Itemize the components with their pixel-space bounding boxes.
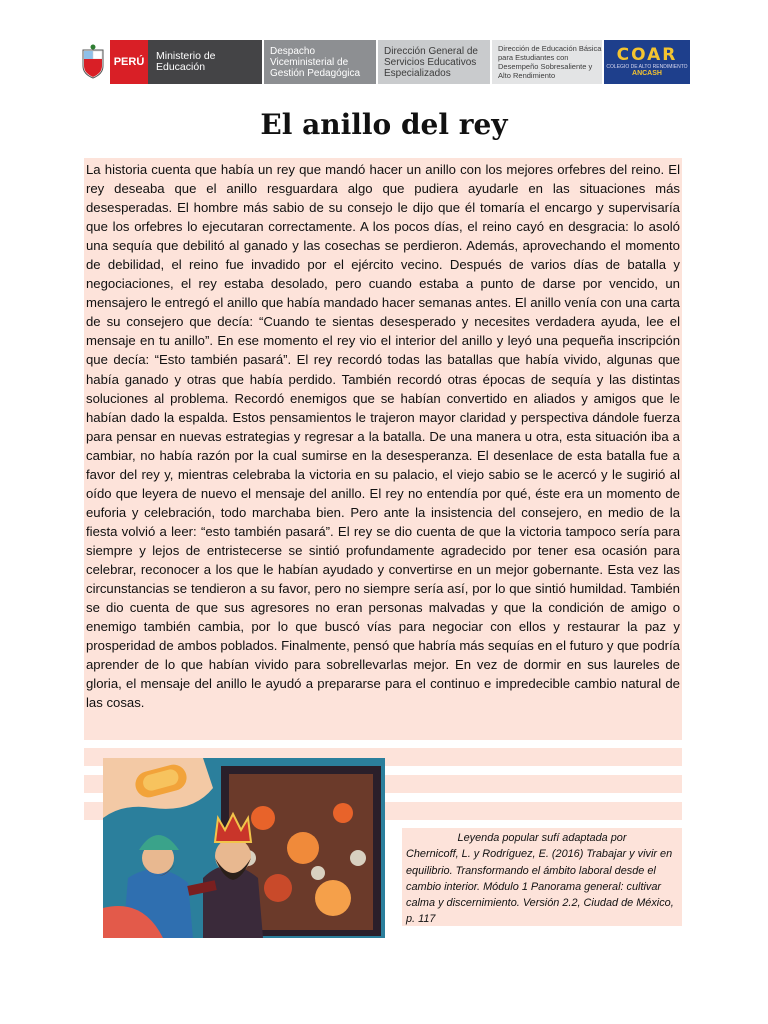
- general-direction-label: Dirección General de Servicios Educativos Especializados: [378, 40, 490, 84]
- ministry-label: Ministerio de Educación: [148, 40, 262, 84]
- document-title: El anillo del rey: [260, 108, 508, 141]
- coar-region: ANCASH: [632, 70, 662, 77]
- institutional-header: [78, 40, 695, 84]
- peru-coat-of-arms-icon: [78, 40, 108, 84]
- coar-logo: [604, 40, 690, 84]
- caption-first-line: Leyenda popular sufí adaptada por: [457, 832, 627, 844]
- peru-label: PERÚ: [110, 40, 148, 84]
- direction-label: Dirección de Educación Básica para Estudiantes con Desempeño Sobresaliente y Alto Rendimiento: [492, 40, 602, 84]
- vice-ministry-label: Despacho Viceministerial de Gestión Pedagógica: [264, 40, 376, 84]
- caption-citation: Chernicoff, L. y Rodríguez, E. (2016) Trabajar y vivir en equilibrio. Transformando el ámbito laboral desde el cambio interior. Módulo 1 Panorama general: cultivar calma y discernimiento. Versión 2.2, Ciudad de México, p. 117: [406, 848, 674, 926]
- coar-title: COAR: [616, 45, 678, 65]
- story-block: [84, 158, 682, 740]
- story-paragraph: La historia cuenta que había un rey que mandó hacer un anillo con los mejores orfebres del reino. El rey deseaba que el anillo resguardara algo que pudiera ayudarle en las situaciones más desesperadas. El hombre más sabio de su consejo le dijo que él tomaría el encargo y supervisaría que los orfebres lo ejecutaran correctamente. A los pocos días, el reino cayó en desgracia: lo asoló una sequía que debilitó al ganado y las cosechas se perdieron. Además, aprovechando el momento de debilidad, el reino fue invadido por el ejército vecino. Después de varios días de batalla y negociaciones, el rey estaba desolado, pero cuando estaba a punto de darse por vencido, un mensajero le entregó el anillo que había mandado hacer semanas antes. El anillo venía con una carta de su consejero que decía: “Cuando te sientas desesperado y necesites verdadera ayuda, lee el mensaje en tu anillo”. En ese momento el rey vio el interior del anillo y leyó una pequeña inscripción que decía: “Esto también pasará”. El rey recordó todas las batallas que había vivido, algunas que había ganado y otras que había perdido. También recordó otras épocas de sequía y las distintas soluciones al problema. Recordó enemigos que se habían convertido en aliados y amigos que le habían dado la espalda. Estos pensamientos le trajeron mayor claridad y perspectiva dándole fuerza para pensar en nuevas estrategias y regresar a la batalla. De una manera u otra, esta situación iba a cambiar, no había razón por la cual sumirse en la desesperanza. El desenlace de esta batalla fue a favor del rey y, mientras celebraba la victoria en su palacio, el viejo sabio se le acercó y le sugirió al oído que leyera de nuevo el mensaje del anillo. El rey no entendía por qué, éste era un momento de euforia y celebración, todo marchaba bien. Pero ante la insistencia del consejero, en medio de la fiesta volvió a leer: “esto también pasará”. El rey se dio cuenta de que la victoria tampoco sería para siempre y lejos de entristecerse se sintió profundamente agradecido por tener esa ocasión para celebrar, reconocer a los que le habían ayudado y convertirse en un mejor gobernante. Esta vez las circunstancias se tendieron a su favor, pero no siempre sería así, por lo que sintió humildad. También se dio cuenta de que sus agresores no eran personas malvadas y que la condición de amigo o enemigo también cambia, por lo que buscó vías para negociar con ellos y restaurar la paz y prosperidad de ambos poblados. Finalmente, pensó que habría más sequías en el futuro y que podría aprender de lo que habían vivido para sobrellevarlas mejor. En vez de dormir en sus laureles de gloria, el mensaje del anillo le ayudó a prepararse para el continuo e impredecible cambio natural de las cosas.: [86, 162, 680, 711]
- source-caption: [402, 828, 682, 926]
- king-ring-illustration: [103, 758, 385, 938]
- coar-subtitle: COLEGIO DE ALTO RENDIMIENTO: [606, 64, 688, 70]
